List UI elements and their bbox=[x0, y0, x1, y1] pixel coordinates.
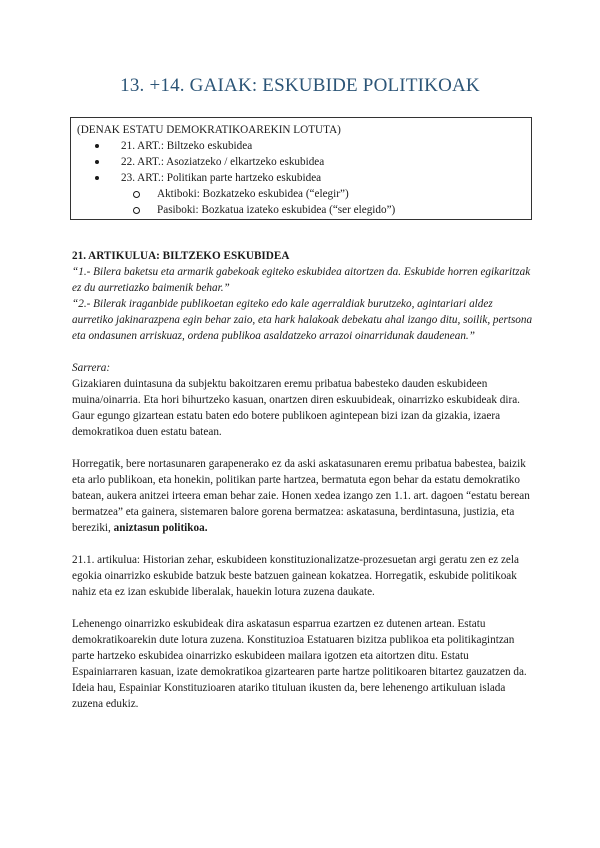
list-item-art21: 21. ART.: Biltzeko eskubidea bbox=[77, 138, 525, 154]
page-title: 13. +14. GAIAK: ESKUBIDE POLITIKOAK bbox=[120, 75, 480, 96]
spacer bbox=[72, 600, 534, 616]
section-heading: 21. ARTIKULUA: BILTZEKO ESKUBIDEA bbox=[72, 250, 290, 262]
body-paragraph-4: Lehenengo oinarrizko eskubideak dira askatasun esparrua ezartzen ez dutenen artean. Estatu demokratikoarekin dute lotura zuzena. Konstituzioa Estatuaren bizitza publikoa eta politikagintzan parte hartzeko eskubidea oinarrizko eskubideen mailara igotzen eta aitortzen ditu. Estatu Espainiarraren kasuan, izate demokratikoa gizartearen parte hartze politikoaren bitartez gauzatzen da. Ideia hau, Espainiar Konstituzioaren atariko tituluan ikusten da, bere lehenengo artikuluan islada zuzena edukiz. bbox=[72, 618, 527, 710]
body-paragraph-2-text: Horregatik, bere nortasunaren garapenerako ez da aski askatasunaren eremu pribatua babestea, baizik eta arlo publikoan, eta honekin, politikan parte hartzea, bermatuta egon behar da estatu demokratiko batean, aukera anitzei irteera eman behar zaie. Honen xedea izango zen 1.1. art. dagoen “estatu berean bermatzea” eta gainera, sistemaren balore gorena bermatzea: askatasuna, berdintasuna, justizia, eta bereziki, bbox=[72, 458, 530, 534]
list-item-art22: 22. ART.: Asoziatzeko / elkartzeko eskubidea bbox=[77, 154, 525, 170]
intro-label: Sarrera: bbox=[72, 362, 111, 374]
quote-paragraph-2: “2.- Bilerak iraganbide publikoetan egiteko edo kale agerraldiak burutzeko, agintariari aldez aurretiko jakinarazpena egin behar zaio, eta hark halakoak debekatu ahal izango ditu, soilik, pertsona eta ondasunen arriskuaz, ordena publikoa asaldatzeko arrazoi oinarridunak daudenean.” bbox=[72, 298, 533, 342]
spacer bbox=[72, 440, 534, 456]
article-list bbox=[77, 138, 525, 218]
summary-box bbox=[70, 117, 532, 220]
article-content bbox=[72, 248, 534, 712]
spacer bbox=[72, 344, 534, 360]
body-paragraph-2-bold: aniztasun politikoa. bbox=[113, 522, 208, 534]
body-paragraph-3: 21.1. artikulua: Historian zehar, eskubideen konstituzionalizatze-prozesuetan argi geratu zen ez zela egokia oinarrizko eskubide batzuk beste batzuen gainean kokatzea. Horregatik, eskubide politikoak nahiz eta ez izan eskubide liberalak, hauekin lotura zuzena daukate. bbox=[72, 554, 519, 598]
sublist-item-active: Aktiboki: Bozkatzeko eskubidea (“elegir”) bbox=[77, 186, 525, 202]
summary-heading: (DENAK ESTATU DEMOKRATIKOAREKIN LOTUTA) bbox=[77, 124, 341, 136]
quote-paragraph-1: “1.- Bilera baketsu eta armarik gabekoak egiteko eskubidea aitortzen da. Eskubide horren egikaritzak ez du aurretiazko baimenik behar.” bbox=[72, 266, 531, 294]
sublist-item-passive: Pasiboki: Bozkatua izateko eskubidea (“ser elegido”) bbox=[77, 202, 525, 218]
list-item-art23: 23. ART.: Politikan parte hartzeko eskubidea bbox=[77, 170, 525, 186]
body-paragraph-2 bbox=[72, 456, 534, 536]
spacer bbox=[72, 536, 534, 552]
body-paragraph-1: Gizakiaren duintasuna da subjektu bakoitzaren eremu pribatua babesteko dauden eskubideen muina/oinarria. Eta hori bihurtzeko kasuan, onartzen diren eskuubideak, oinarrizko eskubideak dira. Gaur egungo gizartean estatu baten edo botere publikoen agintepean bizi izan da gizakia, izaera demokratikoa duen estatu batean. bbox=[72, 378, 520, 438]
